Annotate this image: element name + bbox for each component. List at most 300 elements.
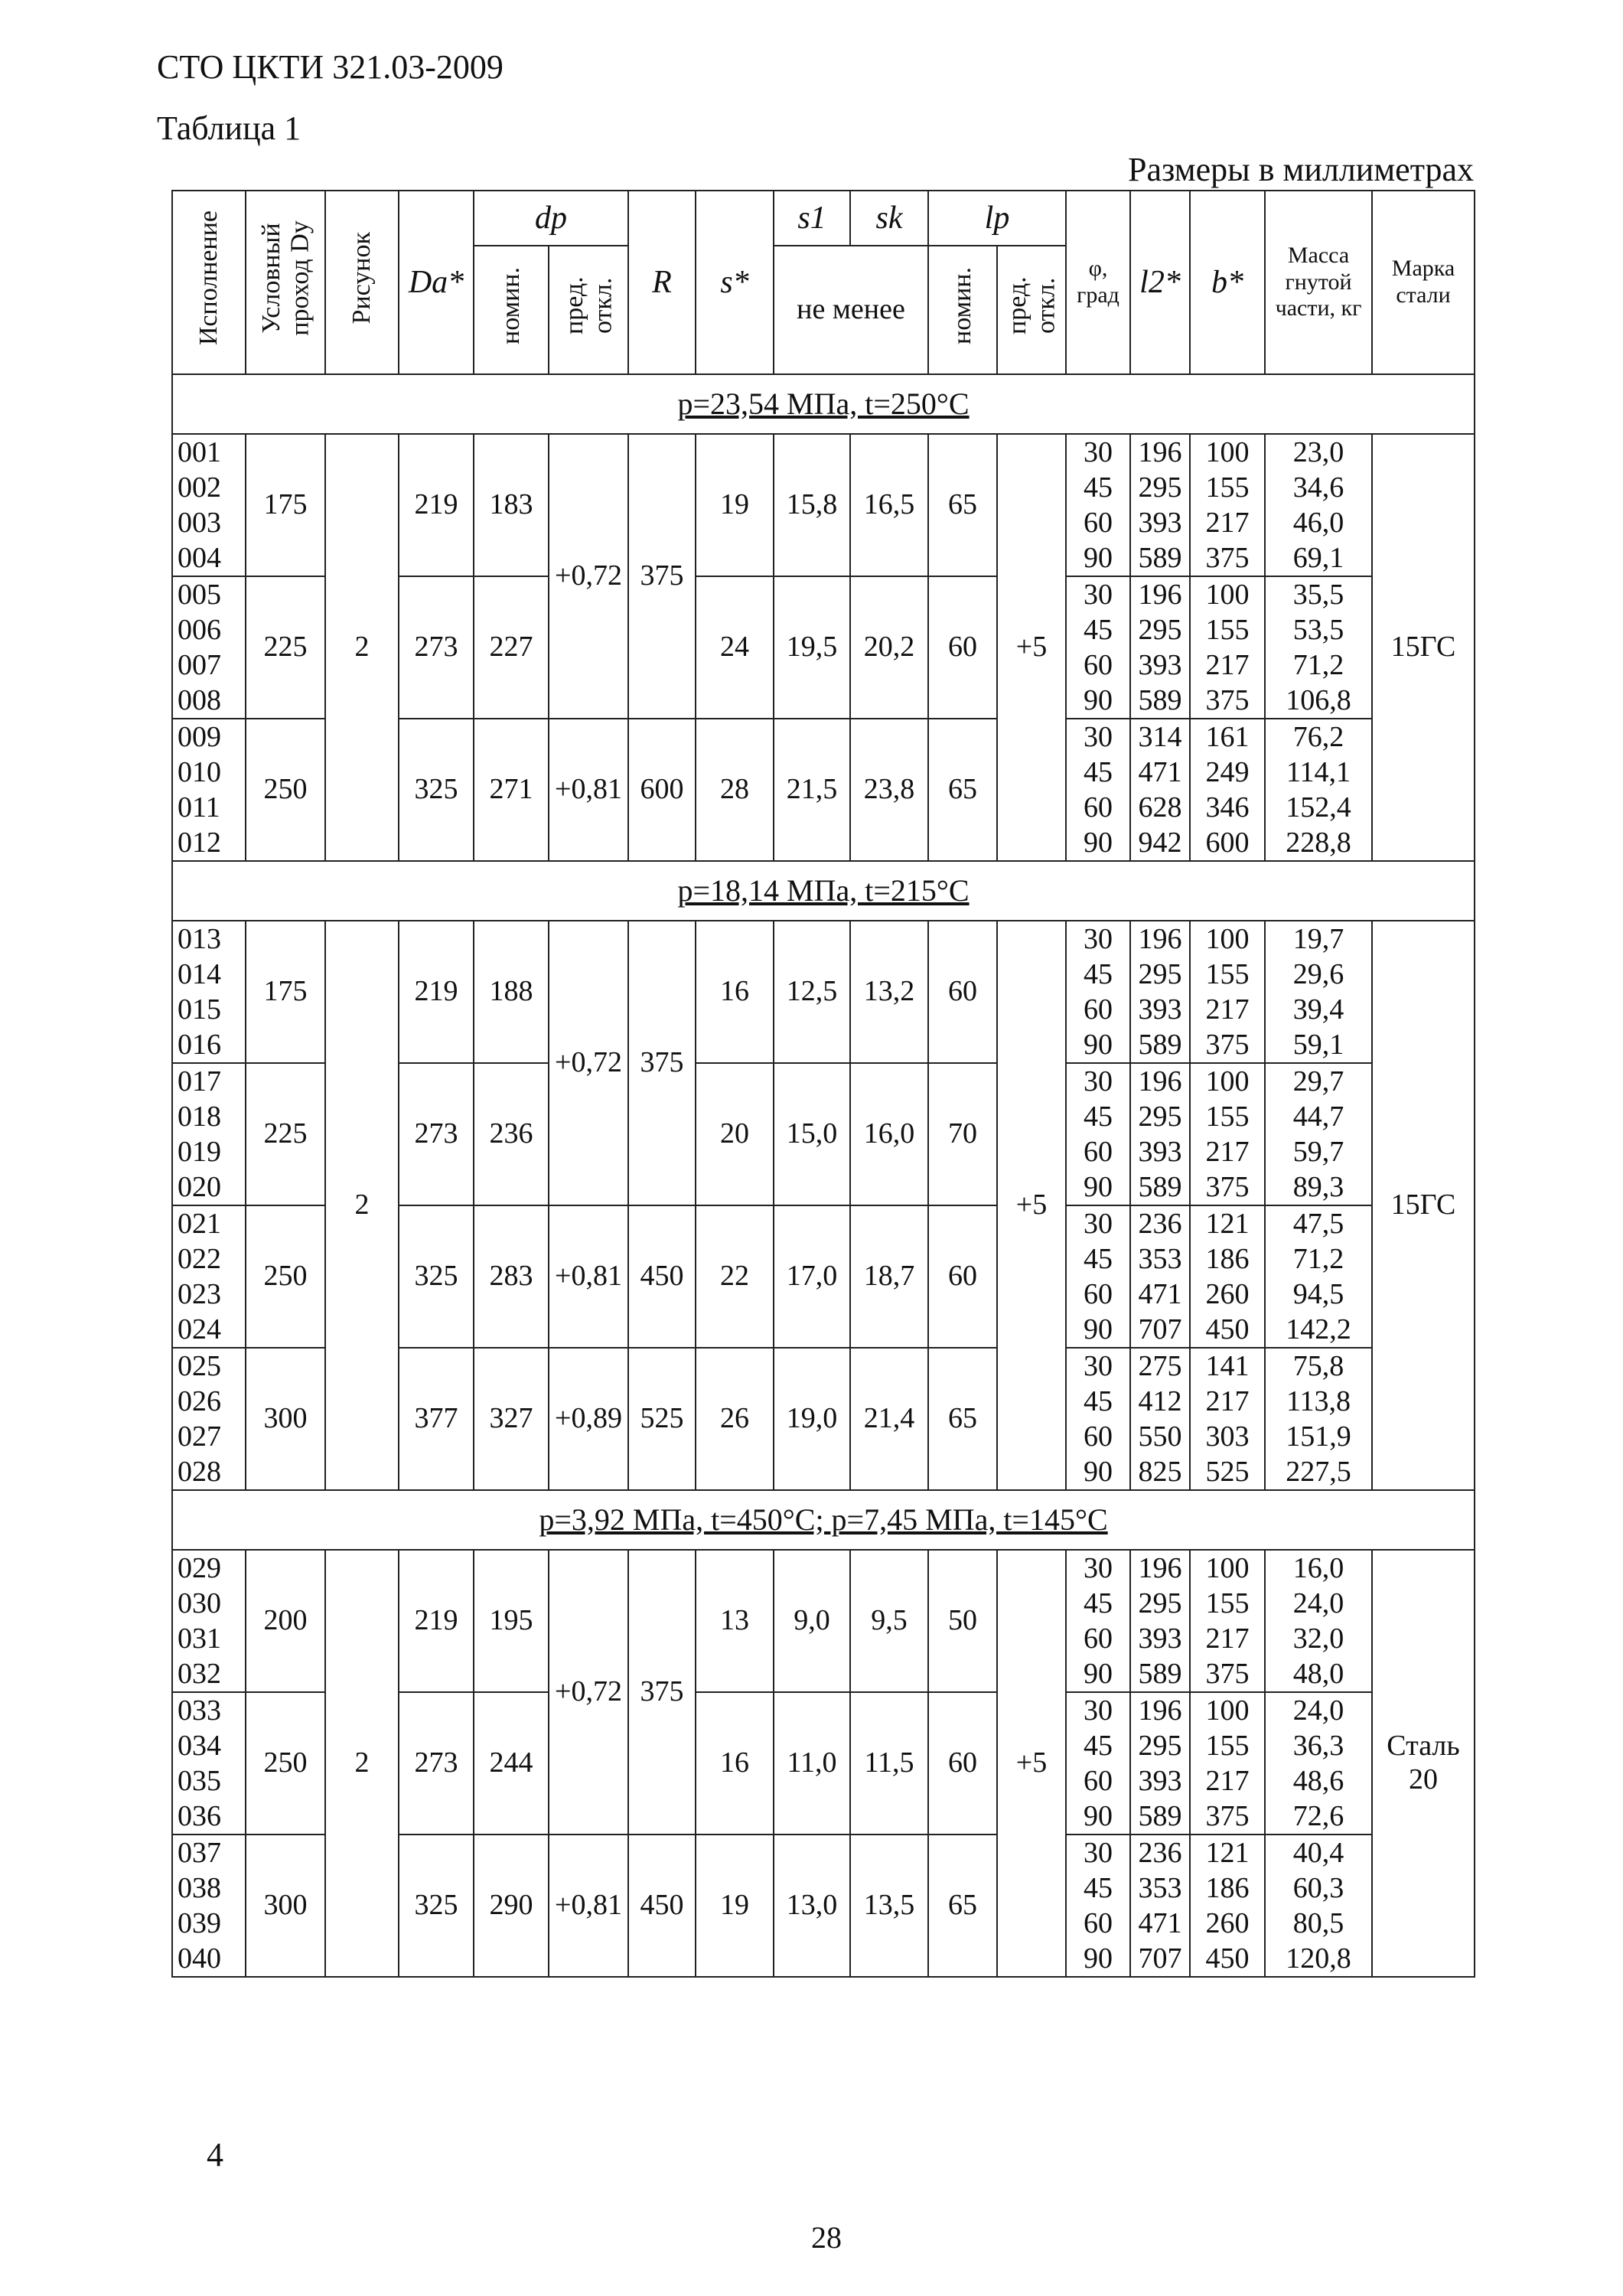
cell-dn: 250 [246,1692,325,1835]
table-row [172,921,1475,1063]
cell-sk: 13,2 [850,921,928,1063]
cell-l2 [1130,921,1190,1063]
cell-l2-value: 628 [1138,791,1182,823]
cell-phi-value: 60 [1084,1277,1113,1310]
cell-lp: 70 [928,1063,997,1205]
col-lp-nom: номин. [928,246,997,374]
cell-da: 219 [399,921,474,1063]
cell-b-value: 100 [1205,435,1250,468]
cell-b-value: 186 [1205,1871,1250,1904]
section-title-text: p=3,92 МПа, t=450°C; p=7,45 МПа, t=145°C [539,1502,1108,1537]
cell-l2-value: 314 [1138,720,1182,753]
cell-r: 450 [628,1205,696,1348]
cell-b-value: 217 [1205,1384,1250,1417]
cell-s: 16 [696,1692,774,1835]
cell-dn: 225 [246,1063,325,1205]
cell-lp-dev: +5 [997,921,1066,1490]
cell-mass [1265,1348,1372,1490]
cell-mass-value: 114,1 [1286,755,1351,788]
col-l2: l2* [1130,191,1190,374]
cell-mass [1265,576,1372,719]
cell-b [1190,576,1265,719]
cell-mass-value: 59,1 [1292,1028,1344,1061]
cell-phi-value: 30 [1084,1207,1113,1240]
cell-phi-value: 45 [1084,1100,1113,1133]
cell-s1: 19,5 [774,576,850,719]
exec-code: 015 [178,993,221,1026]
cell-l2-value: 471 [1138,1906,1182,1939]
cell-exec [172,1550,246,1692]
cell-l2-value: 196 [1138,1065,1182,1097]
cell-b [1190,1348,1265,1490]
cell-b-value: 217 [1205,1135,1250,1168]
cell-b-value: 100 [1205,578,1250,611]
cell-b-value: 249 [1205,755,1250,788]
cell-dp-nom: 290 [474,1835,549,1977]
cell-mass-value: 48,6 [1292,1764,1344,1797]
exec-code: 036 [178,1799,221,1832]
cell-mass-value: 71,2 [1292,648,1344,681]
cell-b-value: 600 [1205,826,1250,859]
cell-b-value: 155 [1205,957,1250,990]
cell-phi-value: 90 [1084,1942,1113,1975]
cell-phi [1066,1692,1130,1835]
cell-lp: 65 [928,1835,997,1977]
cell-phi-value: 30 [1084,435,1113,468]
cell-sk: 13,5 [850,1835,928,1977]
cell-phi-value: 45 [1084,1587,1113,1619]
cell-phi-value: 45 [1084,1384,1113,1417]
cell-mass-value: 76,2 [1292,720,1344,753]
cell-phi-value: 90 [1084,1028,1113,1061]
cell-sk: 16,0 [850,1063,928,1205]
cell-b-value: 375 [1205,1028,1250,1061]
col-dp-nom: номин. [474,246,549,374]
cell-mass-value: 19,7 [1292,922,1344,955]
cell-l2-value: 707 [1138,1942,1182,1975]
exec-code: 028 [178,1455,221,1488]
cell-l2 [1130,1835,1190,1977]
cell-b-value: 217 [1205,1764,1250,1797]
cell-phi [1066,1348,1130,1490]
col-mass: Масса гнутой части, кг [1265,191,1372,374]
cell-l2 [1130,1692,1190,1835]
exec-code: 006 [178,613,221,646]
cell-l2 [1130,1063,1190,1205]
exec-code: 005 [178,578,221,611]
cell-s1: 15,0 [774,1063,850,1205]
cell-sk: 9,5 [850,1550,928,1692]
cell-dp-nom: 227 [474,576,549,719]
cell-da: 377 [399,1348,474,1490]
cell-mass-value: 29,7 [1292,1065,1344,1097]
cell-mass-value: 80,5 [1292,1906,1344,1939]
cell-phi-value: 30 [1084,578,1113,611]
cell-dp-dev: +0,89 [549,1348,628,1490]
cell-da: 273 [399,576,474,719]
cell-dn: 200 [246,1550,325,1692]
cell-l2 [1130,576,1190,719]
cell-b [1190,1205,1265,1348]
cell-b [1190,1550,1265,1692]
cell-dp-nom: 195 [474,1550,549,1692]
exec-code: 019 [178,1135,221,1168]
cell-phi [1066,1205,1130,1348]
cell-steel: 15ГС [1372,921,1475,1490]
col-steel: Марка стали [1372,191,1475,374]
exec-code: 012 [178,826,221,859]
cell-da: 325 [399,1205,474,1348]
cell-s1: 15,8 [774,434,850,576]
exec-code: 007 [178,648,221,681]
cell-mass-value: 48,0 [1292,1657,1344,1690]
cell-dp-nom: 244 [474,1692,549,1835]
col-sk: sk [850,191,928,246]
section-title [172,861,1475,921]
section-row [172,374,1475,434]
cell-exec [172,1205,246,1348]
cell-mass-value: 151,9 [1286,1420,1351,1453]
cell-b-value: 155 [1205,613,1250,646]
cell-b-value: 100 [1205,1551,1250,1584]
cell-mass-value: 227,5 [1286,1455,1351,1488]
cell-s: 24 [696,576,774,719]
cell-dp-dev: +0,72 [549,434,628,719]
cell-s1: 11,0 [774,1692,850,1835]
cell-mass-value: 94,5 [1292,1277,1344,1310]
col-exec: Исполнение [172,191,246,374]
cell-b-value: 375 [1205,1170,1250,1203]
cell-dp-dev: +0,72 [549,1550,628,1835]
cell-s: 16 [696,921,774,1063]
cell-mass [1265,434,1372,576]
cell-dp-dev: +0,81 [549,1835,628,1977]
cell-exec [172,1063,246,1205]
cell-b-value: 260 [1205,1277,1250,1310]
cell-s: 28 [696,719,774,861]
cell-mass [1265,921,1372,1063]
cell-l2-value: 393 [1138,1135,1182,1168]
section-row [172,1490,1475,1550]
cell-dp-nom: 188 [474,921,549,1063]
cell-l2-value: 236 [1138,1207,1182,1240]
document-code: СТО ЦКТИ 321.03-2009 [157,48,504,86]
cell-l2-value: 707 [1138,1313,1182,1345]
cell-dp-nom: 283 [474,1205,549,1348]
cell-b [1190,719,1265,861]
cell-l2 [1130,1550,1190,1692]
cell-s: 22 [696,1205,774,1348]
cell-r: 375 [628,921,696,1205]
cell-b-value: 141 [1205,1349,1250,1382]
exec-code: 009 [178,720,221,753]
exec-code: 016 [178,1028,221,1061]
cell-r: 600 [628,719,696,861]
cell-l2-value: 295 [1138,1100,1182,1133]
cell-sk: 23,8 [850,719,928,861]
cell-b-value: 450 [1205,1942,1250,1975]
cell-l2-value: 196 [1138,922,1182,955]
page-number-left: 4 [207,2136,223,2174]
cell-mass [1265,1692,1372,1835]
cell-phi-value: 60 [1084,791,1113,823]
cell-l2-value: 295 [1138,1729,1182,1762]
cell-l2-value: 412 [1138,1384,1182,1417]
cell-phi-value: 30 [1084,1349,1113,1382]
exec-code: 037 [178,1836,221,1869]
exec-code: 029 [178,1551,221,1584]
cell-exec [172,921,246,1063]
cell-lp: 60 [928,921,997,1063]
cell-steel: Сталь 20 [1372,1550,1475,1977]
cell-da: 219 [399,434,474,576]
cell-phi-value: 45 [1084,471,1113,504]
cell-lp: 60 [928,1205,997,1348]
cell-phi-value: 90 [1084,541,1113,574]
section-title-text: p=23,54 МПа, t=250°C [677,386,970,421]
cell-r: 375 [628,434,696,719]
cell-dp-dev: +0,81 [549,719,628,861]
cell-phi-value: 45 [1084,613,1113,646]
cell-l2-value: 196 [1138,435,1182,468]
cell-phi-value: 60 [1084,1764,1113,1797]
col-s: s* [696,191,774,374]
cell-phi [1066,1550,1130,1692]
cell-mass-value: 39,4 [1292,993,1344,1026]
cell-dp-dev: +0,81 [549,1205,628,1348]
cell-phi-value: 60 [1084,1135,1113,1168]
cell-mass-value: 44,7 [1292,1100,1344,1133]
cell-lp: 65 [928,1348,997,1490]
exec-code: 020 [178,1170,221,1203]
cell-sk: 20,2 [850,576,928,719]
cell-b-value: 303 [1205,1420,1250,1453]
cell-da: 219 [399,1550,474,1692]
cell-lp-dev: +5 [997,1550,1066,1977]
col-lp: lp [928,191,1066,246]
cell-l2 [1130,1205,1190,1348]
cell-l2-value: 589 [1138,541,1182,574]
cell-b-value: 100 [1205,922,1250,955]
cell-b-value: 217 [1205,1622,1250,1655]
cell-b-value: 375 [1205,1799,1250,1832]
exec-code: 039 [178,1906,221,1939]
cell-da: 325 [399,1835,474,1977]
exec-code: 011 [178,791,220,823]
cell-mass-value: 89,3 [1292,1170,1344,1203]
cell-mass-value: 142,2 [1286,1313,1351,1345]
cell-phi-value: 90 [1084,1313,1113,1345]
cell-b-value: 217 [1205,993,1250,1026]
cell-sk: 18,7 [850,1205,928,1348]
cell-b-value: 186 [1205,1242,1250,1275]
cell-phi-value: 30 [1084,720,1113,753]
cell-b-value: 121 [1205,1836,1250,1869]
cell-mass-value: 152,4 [1286,791,1351,823]
cell-phi-value: 90 [1084,1657,1113,1690]
cell-lp: 65 [928,434,997,576]
cell-exec [172,1835,246,1977]
page-number-center: 28 [811,2220,842,2255]
cell-dn: 300 [246,1348,325,1490]
cell-b [1190,921,1265,1063]
col-dn: Условный проход Dy [246,191,325,374]
cell-l2-value: 236 [1138,1836,1182,1869]
cell-da: 325 [399,719,474,861]
cell-mass-value: 72,6 [1292,1799,1344,1832]
cell-b [1190,434,1265,576]
table-title: Таблица 1 [157,109,301,147]
cell-b [1190,1692,1265,1835]
cell-l2-value: 353 [1138,1242,1182,1275]
exec-code: 014 [178,957,221,990]
exec-code: 032 [178,1657,221,1690]
cell-r: 450 [628,1835,696,1977]
cell-lp: 60 [928,576,997,719]
cell-phi-value: 60 [1084,1906,1113,1939]
cell-phi-value: 90 [1084,1455,1113,1488]
cell-exec [172,1692,246,1835]
cell-l2-value: 393 [1138,993,1182,1026]
cell-b-value: 100 [1205,1065,1250,1097]
cell-mass-value: 228,8 [1286,826,1351,859]
exec-code: 010 [178,755,221,788]
col-phi: φ, град [1066,191,1130,374]
cell-mass-value: 106,8 [1286,683,1351,716]
cell-phi [1066,719,1130,861]
cell-dp-nom: 236 [474,1063,549,1205]
dimensions-table [171,190,1475,1978]
cell-exec [172,576,246,719]
exec-code: 018 [178,1100,221,1133]
exec-code: 025 [178,1349,221,1382]
cell-phi [1066,576,1130,719]
cell-b-value: 155 [1205,1729,1250,1762]
cell-dp-nom: 271 [474,719,549,861]
cell-phi-value: 30 [1084,1065,1113,1097]
col-figure: Рисунок [325,191,399,374]
exec-code: 022 [178,1242,221,1275]
cell-b-value: 121 [1205,1207,1250,1240]
cell-s1: 12,5 [774,921,850,1063]
exec-code: 001 [178,435,221,468]
col-not-less: не менее [774,246,928,374]
cell-phi-value: 60 [1084,648,1113,681]
cell-l2-value: 295 [1138,471,1182,504]
exec-code: 021 [178,1207,221,1240]
cell-s1: 17,0 [774,1205,850,1348]
cell-s1: 13,0 [774,1835,850,1977]
cell-b-value: 375 [1205,683,1250,716]
cell-phi-value: 60 [1084,1420,1113,1453]
cell-l2-value: 825 [1138,1455,1182,1488]
cell-l2-value: 393 [1138,1622,1182,1655]
exec-code: 002 [178,471,221,504]
exec-code: 033 [178,1694,221,1727]
cell-exec [172,1348,246,1490]
cell-mass-value: 23,0 [1292,435,1344,468]
exec-code: 040 [178,1942,221,1975]
cell-dp-dev: +0,72 [549,921,628,1205]
cell-da: 273 [399,1063,474,1205]
col-r: R [628,191,696,374]
cell-s: 19 [696,1835,774,1977]
cell-s: 26 [696,1348,774,1490]
cell-mass-value: 16,0 [1292,1551,1344,1584]
cell-b-value: 260 [1205,1906,1250,1939]
cell-phi [1066,921,1130,1063]
cell-s: 13 [696,1550,774,1692]
cell-l2-value: 942 [1138,826,1182,859]
cell-exec [172,434,246,576]
cell-b-value: 375 [1205,1657,1250,1690]
exec-code: 031 [178,1622,221,1655]
section-title-text: p=18,14 МПа, t=215°C [677,872,970,908]
cell-phi-value: 90 [1084,1170,1113,1203]
cell-l2-value: 589 [1138,1657,1182,1690]
cell-b-value: 217 [1205,648,1250,681]
cell-l2-value: 589 [1138,1028,1182,1061]
cell-phi-value: 60 [1084,1622,1113,1655]
cell-mass-value: 24,0 [1292,1694,1344,1727]
cell-phi-value: 45 [1084,1729,1113,1762]
cell-mass [1265,1205,1372,1348]
col-s1: s1 [774,191,850,246]
cell-phi-value: 90 [1084,1799,1113,1832]
cell-l2-value: 589 [1138,1170,1182,1203]
cell-b-value: 100 [1205,1694,1250,1727]
exec-code: 027 [178,1420,221,1453]
col-lp-dev: пред. откл. [997,246,1066,374]
exec-code: 038 [178,1871,221,1904]
cell-l2-value: 196 [1138,1694,1182,1727]
cell-dn: 250 [246,719,325,861]
cell-s1: 9,0 [774,1550,850,1692]
cell-l2-value: 550 [1138,1420,1182,1453]
cell-dn: 175 [246,434,325,576]
cell-phi-value: 45 [1084,755,1113,788]
cell-b-value: 161 [1205,720,1250,753]
exec-code: 017 [178,1065,221,1097]
col-dp-dev: пред. откл. [549,246,628,374]
exec-code: 030 [178,1587,221,1619]
cell-sk: 16,5 [850,434,928,576]
cell-sk: 11,5 [850,1692,928,1835]
cell-mass-value: 35,5 [1292,578,1344,611]
exec-code: 035 [178,1764,221,1797]
cell-phi [1066,434,1130,576]
cell-phi-value: 45 [1084,1242,1113,1275]
cell-mass-value: 32,0 [1292,1622,1344,1655]
cell-l2-value: 471 [1138,1277,1182,1310]
cell-mass [1265,1835,1372,1977]
cell-b-value: 375 [1205,541,1250,574]
cell-exec [172,719,246,861]
cell-da: 273 [399,1692,474,1835]
cell-b-value: 450 [1205,1313,1250,1345]
cell-mass-value: 29,6 [1292,957,1344,990]
cell-l2-value: 589 [1138,683,1182,716]
cell-phi-value: 30 [1084,922,1113,955]
cell-mass-value: 113,8 [1286,1384,1351,1417]
section-title [172,374,1475,434]
cell-b-value: 217 [1205,506,1250,539]
cell-lp-dev: +5 [997,434,1066,861]
col-da: Da* [399,191,474,374]
cell-l2 [1130,434,1190,576]
cell-phi-value: 45 [1084,957,1113,990]
table-row [172,434,1475,576]
